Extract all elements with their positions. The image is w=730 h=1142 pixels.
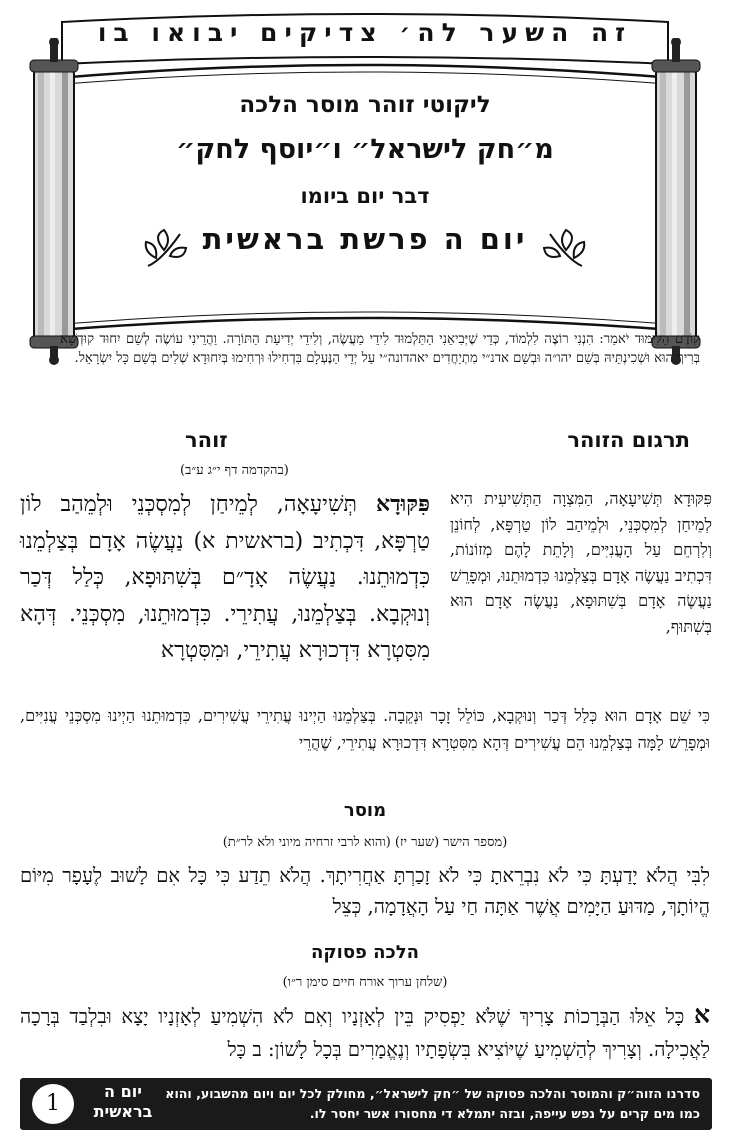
- intro-prayer: קוֹדֶם הַלִּימּוּד יֹאמַר: הִנְנִי רוֹצֶה לִלְמוֹד, כְּדֵי שֶׁיְּבִיאֵנִי הַתַּלְמוּד לִידֵי מַעֲשֶׂה, וְלִידֵי יְדִיעַת הַתּוֹרָה. וַהֲרֵינִי עוֹשֶׂה לְשֵׁם יִחוּד קוּדְשָׁא בְּרִיךְ הוּא וּשְׁכִינְתֵּיהּ בְּשֵׁם יהו״ה וּבְשֵׁם אדנ״י מִתְיַחֲדִים יאהדונה״י עַל יְדֵי הַנֶּעְלָם בִּדְחִילוּ וּרְחִימוּ בְּיִחוּדָא שְׁלִים בְּשֵׁם כָּל יִשְׂרָאֵל.: [60, 332, 700, 366]
- halacha-text: [20, 998, 710, 1066]
- footer-day-label: [90, 1082, 156, 1122]
- heading-halacha: הלכה פסוקה: [311, 942, 419, 963]
- zohar-source: (בהקדמה דף י״ג ע״ב): [180, 463, 289, 478]
- musar-source: (מספר הישר (שער יז) (והוא לרבי זרחיה מיוני ולא לר״ת): [222, 835, 508, 850]
- footer-bar: [20, 1078, 712, 1130]
- leaf-ornament-icon: [542, 226, 588, 272]
- zohar-lead-word: פִּקּוּדָא: [375, 491, 431, 517]
- footer-day: יום ה: [104, 1082, 142, 1101]
- heading-zohar-translation: תרגום הזוהר: [567, 428, 690, 452]
- footer-text: סדרנו הזוה״ק והמוסר והלכה פסוקה של ״חק לישראל״, מחולק לכל יום ויום מהשבוע, והוא כמו מים קרים על נפש עייפה, ובזה יתמלא די מחסורו אשר יחסר לו.: [165, 1086, 700, 1121]
- halacha-body: כָּל אֵלּוּ הַבְּרָכוֹת צָרִיךְ שֶׁלֹּא יַפְסִיק בֵּין לְאָזְנָיו וְאִם לֹא הִשְׁמִיעַ לְאָזְנָיו יָצָא וּבִלְבַד בְּרָכָה לַאֲכִילָה. וְצָרִיךְ לְהַשְׁמִיעַ שֶׁיּוֹצִיא בִּשְׂפָתָיו וְנֶאֱמָרִים בְּכָל לָשׁוֹן: ב כָּל: [20, 1005, 710, 1061]
- title-line-2: מ״חק לישראל״ ו״יוסף לחק״: [176, 134, 554, 165]
- title-line-1: ליקוטי זוהר מוסר הלכה: [239, 92, 491, 118]
- zohar-text: [20, 486, 430, 670]
- zohar-translation-text: פִּקּוּדָא תְּשִׁיעָאָה, הַמִּצְוָה הַתְּשִׁיעִית הִיא לְמֵיחַן לְמִסְכְּנֵי, וּלְמֵיהַב לוֹן טַרְפָּא, לְחוֹנֵן וְלִרְחֵם עַל הָעֲנִיִּים, וְלָתֵת לָהֶם מְזוֹנוֹת, דִּכְתִיב נַעֲשֶׂה אָדָם בְּצַלְמֵנוּ כִּדְמוּתֵנוּ, וּמְפָרֵשׁ נַעֲשֶׂה אָדָם בְּשִׁתּוּפָא, נַעֲשֶׂה אָדָם הוּא בְּשִׁתּוּף,: [450, 489, 712, 636]
- banner-text: זה השער לה׳ צדיקים יבואו בו: [97, 18, 633, 47]
- halacha-seif-letter: א: [693, 1000, 711, 1029]
- zohar-body: תְּשִׁיעָאָה, לְמֵיחַן לְמִסְכְּנֵי וּלְמֵהַב לוֹן טַרְפָּא, דִּכְתִיב (בראשית א) נַעֲשֶׂה אָדָם בְּצַלְמֵנוּ כִּדְמוּתֵנוּ. נַעֲשֶׂה אָדָ״ם בְּשִׁתּוּפָא, כְּלַל דְּכַר וְנוּקְבָא. בְּצַלְמֵנוּ, עֲתִירֵי. כִּדְמוּתֵנוּ, מִסְכְּנֵי. דְּהָא מִסִּטְרָא דִּדְכוּרָא עֲתִירֵי, וּמִסִּטְרָא: [20, 492, 430, 663]
- zohar-continuation-text: כִּי שֵׁם אָדָם הוּא כְּלַל דְּכַר וְנוּקְבָא, כּוֹלֵל זָכָר וּנְקֵבָה. בְּצַלְמֵנוּ הַיְינוּ עֲתִירֵי עֲשִׁירִים, כִּדְמוּתֵנוּ הַיְינוּ מִסְכְּנֵי עֲנִיִּים, וּמְפָרֵשׁ לָמָּה בְּצַלְמֵנוּ הֵם עֲשִׁירִים דְּהָא מִסִּטְרָא דִּדְכוּרָא עֲתִירֵי, שֶׁהֲרֵי: [20, 706, 710, 752]
- heading-musar: מוסר: [343, 800, 387, 821]
- heading-zohar: זוהר: [185, 428, 228, 452]
- musar-text: לִבִּי הֲלֹא יָדַעְתָּ כִּי לֹא נִבְרֵאתָ כִּי לֹא זָכַרְתָּ אַחֲרִיתָךְ. הֲלֹא תֵדַע כִּי כָּל אִם לָשׁוּב לֶעָפָר מִיּוֹם הֱיוֹתָךְ, מַדּוּעַ הַיָּמִים אֲשֶׁר אַתָּה חַי עַל הָאֲדָמָה, כְּצֵל: [20, 864, 710, 918]
- halacha-source: (שלחן ערוך אורח חיים סימן ר״ו): [282, 975, 448, 990]
- leaf-ornament-icon: [142, 226, 188, 272]
- title-line-3: דבר יום ביומו: [300, 184, 430, 208]
- footer-parsha: בראשית: [93, 1102, 153, 1121]
- page-number-badge: 1: [32, 1084, 74, 1124]
- title-day-parsha: יום ה פרשת בראשית: [202, 222, 528, 256]
